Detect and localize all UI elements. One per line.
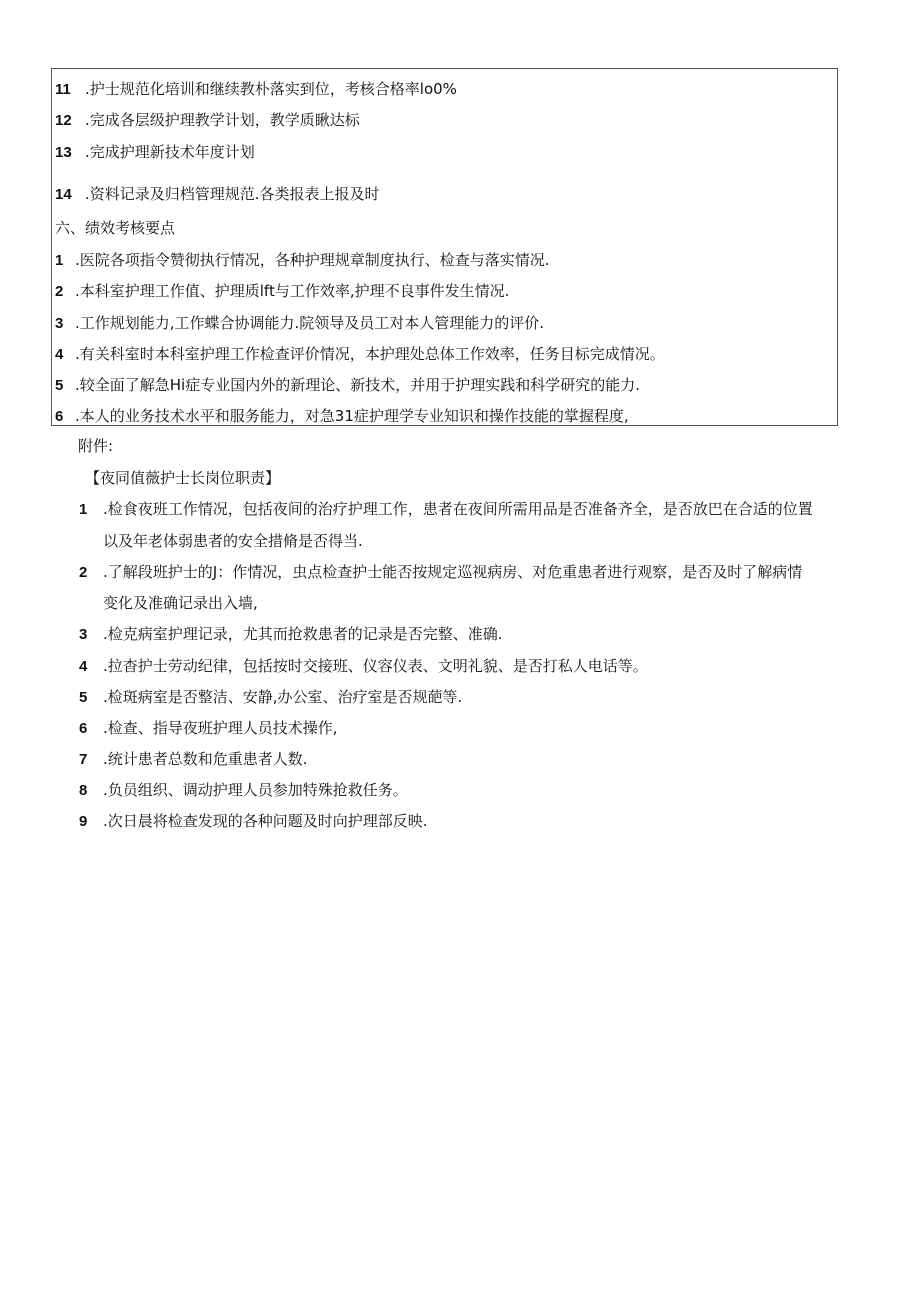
item-number: 2 [55, 283, 64, 300]
table-row [55, 109, 833, 131]
duty-table [51, 68, 838, 426]
item-number: 3 [55, 315, 64, 332]
item-continuation: 变化及准确记录出入墙, [103, 594, 258, 612]
item-text: .完成护理新技术年度计划 [85, 143, 255, 161]
attachment-label: 附件: [78, 437, 114, 455]
list-item [79, 498, 813, 520]
list-item [79, 655, 648, 677]
table-row [55, 405, 833, 427]
item-text: .完成各层级护理教学计划，教学质瞅达标 [85, 111, 360, 129]
item-text: .检克病室护理记录，尤其而抢救患者的记录是否完整、准确. [103, 625, 503, 643]
item-number: 9 [79, 813, 88, 830]
item-number: 4 [79, 658, 88, 675]
item-number: 5 [79, 689, 88, 706]
table-row [55, 343, 833, 365]
item-text: .有关科室时本科室护理工作检查评价情况，本护理处总体工作效率，任务目标完成情况。 [75, 345, 665, 363]
table-row [55, 249, 833, 271]
list-item [79, 810, 428, 832]
item-text: .拉杳护士劳动纪律，包括按时交接班、仪容仪表、文明礼貌、是否打私人电话等。 [103, 657, 648, 675]
table-row [55, 141, 833, 163]
item-number: 12 [55, 112, 72, 129]
item-text: .本科室护理工作值、护理质lft与工作效率,护理不良事件发生情况. [75, 282, 510, 300]
item-number: 11 [55, 81, 71, 98]
item-number: 4 [55, 346, 64, 363]
item-text: .了解段班护士的J：作情况，虫点检查护士能否按规定巡视病房、对危重患者进行观察，是否及时了解病情 [103, 563, 803, 581]
item-text: .护士规范化培训和继续教朴落实到位，考核合格率lo0% [85, 80, 457, 98]
item-text: .负员组织、调动护理人员参加特殊抢救任务。 [103, 781, 408, 799]
table-row [55, 312, 833, 334]
item-number: 1 [79, 501, 88, 518]
list-item [79, 686, 462, 708]
item-number: 2 [79, 564, 88, 581]
list-item [79, 717, 338, 739]
item-number: 13 [55, 144, 72, 161]
item-text: .检斑病室是否整洁、安静,办公室、治疗室是否规葩等. [103, 688, 463, 706]
item-text: .较全面了解急Hi症专业国内外的新理论、新技术，并用于护理实践和科学研究的能力. [75, 376, 640, 394]
item-text: .医院各项指令赞彻执行情况，各种护理规章制度执行、检查与落实情况. [75, 251, 550, 269]
list-item [79, 623, 503, 645]
item-number: 6 [55, 408, 64, 425]
item-text: .本人的业务技术水平和服务能力，对急31症护理学专业知识和操作技能的掌握程度, [75, 407, 629, 425]
attachment-title: 【夜同值薇护士长岗位职责】 [85, 469, 281, 487]
list-item [79, 561, 802, 583]
item-number: 7 [79, 751, 88, 768]
item-text: .工作规划能力,工作蝶合协调能力.院领导及员工对本人管理能力的评价. [75, 314, 545, 332]
list-item [79, 779, 408, 801]
table-row [55, 374, 833, 396]
table-row [55, 280, 833, 302]
item-number: 5 [55, 377, 64, 394]
item-number: 1 [55, 252, 64, 269]
item-number: 6 [79, 720, 88, 737]
table-row [55, 183, 833, 205]
table-row [55, 78, 833, 100]
item-number: 8 [79, 782, 88, 799]
section-heading: 六、绩效考核要点 [55, 219, 176, 237]
item-number: 14 [55, 186, 72, 203]
item-text: .检查、指导夜班护理人员技术操作, [103, 719, 338, 737]
item-number: 3 [79, 626, 88, 643]
item-text: .次日晨将检查发现的各种问题及时向护理部反映. [103, 812, 428, 830]
item-text: .统计患者总数和危重患者人数. [103, 750, 308, 768]
item-text: .检食夜班工作情况，包括夜间的治疗护理工作，患者在夜间所需用品是否准备齐全，是否放巴在合适的位置 [103, 500, 813, 518]
item-continuation: 以及年老体弱患者的安全措脩是否得当. [103, 532, 363, 550]
item-text: .资料记录及归档管理规范.各类报表上报及时 [85, 185, 380, 203]
list-item [79, 748, 308, 770]
